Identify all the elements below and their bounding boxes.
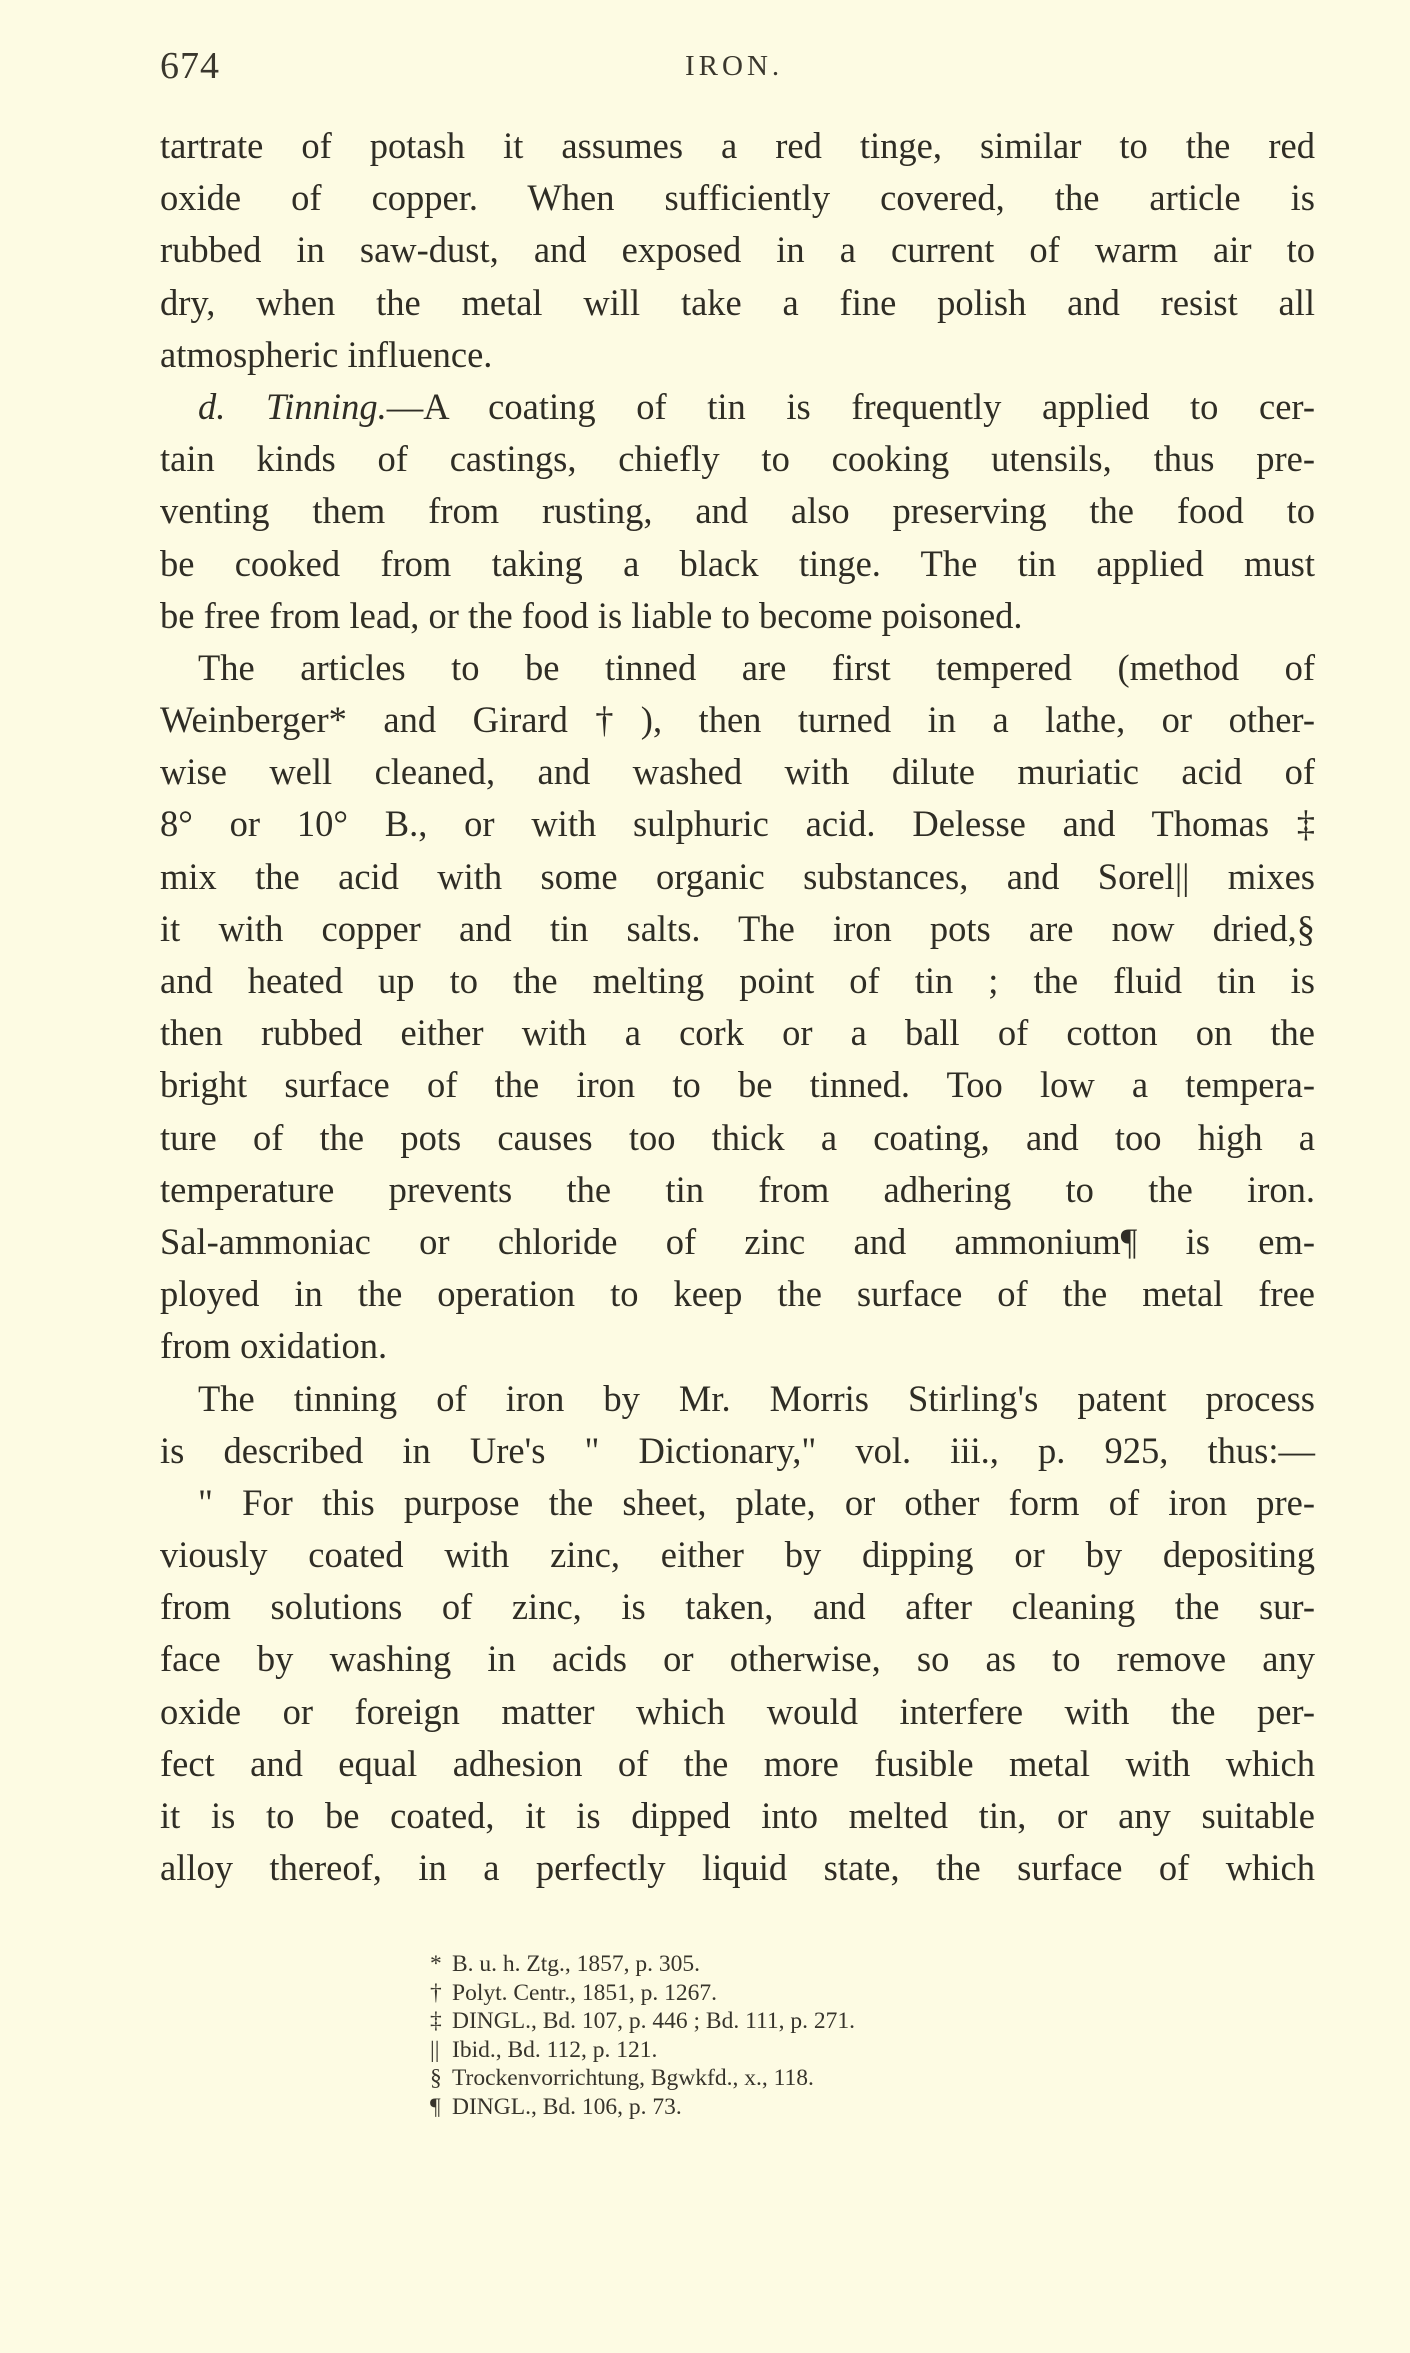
text-line: oxide of copper. When sufficiently covered, the article is <box>160 177 1315 219</box>
footnote-text: Ibid., Bd. 112, p. 121. <box>452 2036 658 2063</box>
text-line: be cooked from taking a black tinge. The tin applied must <box>160 542 1315 584</box>
footnote-text: Polyt. Centr., 1851, p. 1267. <box>452 1979 718 2006</box>
text-line: be free from lead, or the food is liable to become poisoned. <box>160 594 1023 636</box>
footnote-mark: ¶ <box>430 2093 441 2120</box>
text-line: and heated up to the melting point of tin ; the fluid tin is <box>160 960 1315 1001</box>
text-line: fect and equal adhesion of the more fusible metal with which <box>160 1742 1315 1784</box>
text-line: oxide or foreign matter which would interfere with the per- <box>160 1690 1315 1732</box>
text-line: Sal-ammoniac or chloride of zinc and ammonium¶ is em- <box>160 1220 1315 1262</box>
text-line: it with copper and tin salts. The iron pots are now dried,§ <box>160 907 1315 949</box>
text-line: atmospheric influence. <box>160 333 493 375</box>
text-line: The articles to be tinned are first tempered (method of <box>198 646 1315 688</box>
footnotes <box>430 1950 855 2122</box>
footnote <box>430 2036 855 2065</box>
footnote <box>430 1950 855 1979</box>
text-line: mix the acid with some organic substances, and Sorel|| mixes <box>160 855 1315 897</box>
text-line: " For this purpose the sheet, plate, or other form of iron pre- <box>198 1481 1315 1523</box>
footnote-mark: § <box>430 2065 442 2092</box>
page-number: 674 <box>160 45 220 87</box>
text-line: then rubbed either with a cork or a ball of cotton on the <box>160 1012 1315 1054</box>
footnote-mark: ‡ <box>430 2008 442 2035</box>
section-title: Tinning. <box>266 385 387 427</box>
text-line: ployed in the operation to keep the surface of the metal free <box>160 1273 1315 1315</box>
text-line: from solutions of zinc, is taken, and after cleaning the sur- <box>160 1586 1315 1628</box>
footnote <box>430 1979 855 2008</box>
text-line: venting them from rusting, and also preserving the food to <box>160 490 1315 532</box>
section-heading-rest: —A coating of tin is frequently applied to cer- <box>386 385 1316 427</box>
text-line: viously coated with zinc, either by dipping or by depositing <box>160 1534 1315 1576</box>
footnote <box>430 2064 855 2093</box>
text-line: Weinberger* and Girard†), then turned in a lathe, or other- <box>160 699 1315 741</box>
section-letter: d. <box>198 385 226 427</box>
text-line: from oxidation. <box>160 1325 388 1367</box>
tinning-heading-line <box>160 381 1315 433</box>
text-line: dry, when the metal will take a fine polish and resist all <box>160 281 1315 323</box>
running-head: IRON. <box>685 50 784 82</box>
text-line: bright surface of the iron to be tinned. Too low a tempera- <box>160 1064 1315 1106</box>
text-line: rubbed in saw-dust, and exposed in a current of warm air to <box>160 229 1315 271</box>
footnote-text: Trockenvorrichtung, Bgwkfd., x., 118. <box>452 2065 814 2092</box>
text-line: alloy thereof, in a perfectly liquid state, the surface of which <box>160 1847 1315 1889</box>
text-line: is described in Ure's " Dictionary," vol. iii., p. 925, thus:— <box>160 1429 1315 1471</box>
body-text <box>160 120 1315 1894</box>
footnote <box>430 2007 855 2036</box>
footnote-mark: † <box>430 1979 442 2006</box>
text-line: face by washing in acids or otherwise, so as to remove any <box>160 1638 1315 1680</box>
footnote-text: DINGL., Bd. 107, p. 446 ; Bd. 111, p. 271. <box>452 2008 855 2035</box>
footnote-text: DINGL., Bd. 106, p. 73. <box>452 2093 682 2120</box>
footnote-mark: || <box>430 2036 440 2063</box>
text-line: it is to be coated, it is dipped into melted tin, or any suitable <box>160 1795 1315 1836</box>
text-line: 8° or 10° B., or with sulphuric acid. Delesse and Thomas‡ <box>160 803 1315 845</box>
text-line: tain kinds of castings, chiefly to cooking utensils, thus pre- <box>160 438 1315 480</box>
text-line: ture of the pots causes too thick a coating, and too high a <box>160 1116 1315 1158</box>
text-line: wise well cleaned, and washed with dilute muriatic acid of <box>160 751 1315 793</box>
footnote-mark: * <box>430 1951 442 1977</box>
footnote-text: B. u. h. Ztg., 1857, p. 305. <box>452 1951 701 1977</box>
text-line: tartrate of potash it assumes a red tinge, similar to the red <box>160 125 1315 166</box>
text-line: temperature prevents the tin from adhering to the iron. <box>160 1168 1315 1210</box>
footnote <box>430 2093 855 2122</box>
text-line: The tinning of iron by Mr. Morris Stirling's patent process <box>198 1377 1315 1419</box>
page-header <box>160 44 1310 94</box>
